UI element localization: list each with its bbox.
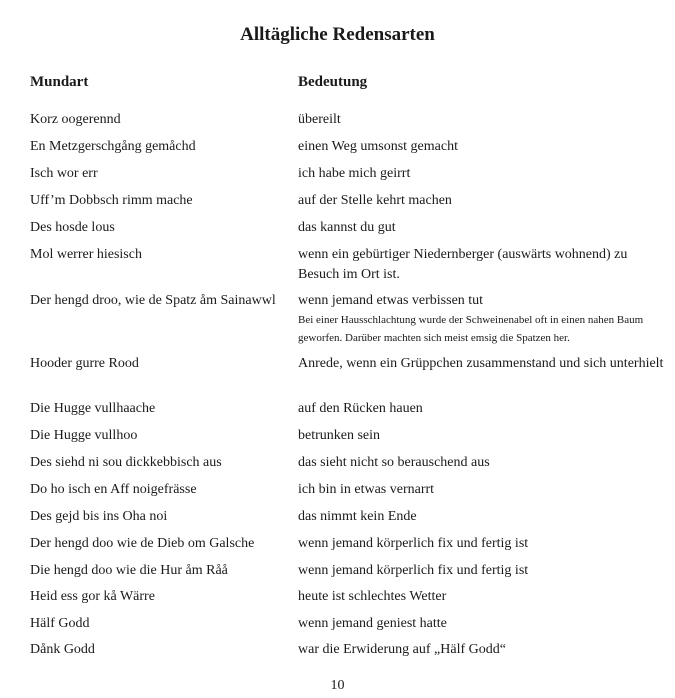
- column-header-dialect: Mundart: [30, 74, 89, 90]
- meaning-text: übereilt: [298, 112, 341, 127]
- dialect-phrase: En Metzgerschgång gemåchd: [30, 139, 196, 154]
- dialect-phrase: Die Hugge vullhaache: [30, 401, 156, 416]
- dialect-phrase: Des hosde lous: [30, 220, 115, 235]
- dialect-phrase: Heid ess gor kå Wärre: [30, 589, 155, 604]
- page-title: Alltägliche Redensarten: [240, 24, 435, 45]
- dialect-phrase: Des gejd bis ins Oha noi: [30, 509, 168, 524]
- meaning-text: wenn ein gebürtiger Niedernberger (auswärts wohnend) zu Besuch im Ort ist.: [298, 247, 628, 282]
- dialect-phrase: Der hengd droo, wie de Spatz åm Sainawwl: [30, 293, 276, 308]
- meaning-text: heute ist schlechtes Wetter: [298, 589, 447, 604]
- dialect-phrase: Die hengd doo wie die Hur åm Råå: [30, 563, 228, 578]
- dialect-phrase: Mol werrer hiesisch: [30, 247, 142, 262]
- meaning-text: das sieht nicht so berauschend aus: [298, 455, 490, 470]
- meaning-text: wenn jemand etwas verbissen tut: [298, 293, 484, 308]
- meaning-text: ich bin in etwas vernarrt: [298, 482, 435, 497]
- column-header-meaning: Bedeutung: [298, 74, 368, 90]
- dialect-phrase: Isch wor err: [30, 166, 98, 181]
- dialect-phrase: Des siehd ni sou dickkebbisch aus: [30, 455, 222, 470]
- dialect-phrase: Korz oogerennd: [30, 112, 121, 127]
- dialect-phrase: Dånk Godd: [30, 642, 95, 657]
- meaning-text: einen Weg umsonst gemacht: [298, 139, 458, 154]
- dialect-phrase: Die Hugge vullhoo: [30, 428, 138, 443]
- meaning-text: Anrede, wenn ein Grüppchen zusammenstand und sich unterhielt: [298, 356, 664, 371]
- meaning-text: war die Erwiderung auf „Hälf Godd“: [298, 642, 506, 657]
- meaning-text: auf der Stelle kehrt machen: [298, 193, 452, 208]
- meaning-text: betrunken sein: [298, 428, 381, 443]
- meaning-text: auf den Rücken hauen: [298, 401, 423, 416]
- meaning-text: wenn jemand körperlich fix und fertig ist: [298, 536, 529, 551]
- page-number: 10: [330, 678, 345, 693]
- meaning-text: das nimmt kein Ende: [298, 509, 417, 524]
- dialect-phrase: Uff’m Dobbsch rimm mache: [30, 193, 193, 208]
- dialect-phrase: Do ho isch en Aff noigefrässe: [30, 482, 197, 497]
- meaning-text: wenn jemand geniest hatte: [298, 616, 447, 631]
- meaning-text: wenn jemand körperlich fix und fertig ist: [298, 563, 529, 578]
- explanatory-note: Bei einer Hausschlachtung wurde der Schweinenabel oft in einen nahen Baum geworfen. Darüber machten sich meist emsig die Spatzen her.: [298, 314, 644, 344]
- meaning-text: das kannst du gut: [298, 220, 396, 235]
- dialect-phrase: Hooder gurre Rood: [30, 356, 139, 371]
- dialect-phrase: Der hengd doo wie de Dieb om Galsche: [30, 536, 255, 551]
- meaning-cell: [298, 291, 668, 347]
- dialect-phrase: Hälf Godd: [30, 616, 90, 631]
- meaning-text: ich habe mich geirrt: [298, 166, 411, 181]
